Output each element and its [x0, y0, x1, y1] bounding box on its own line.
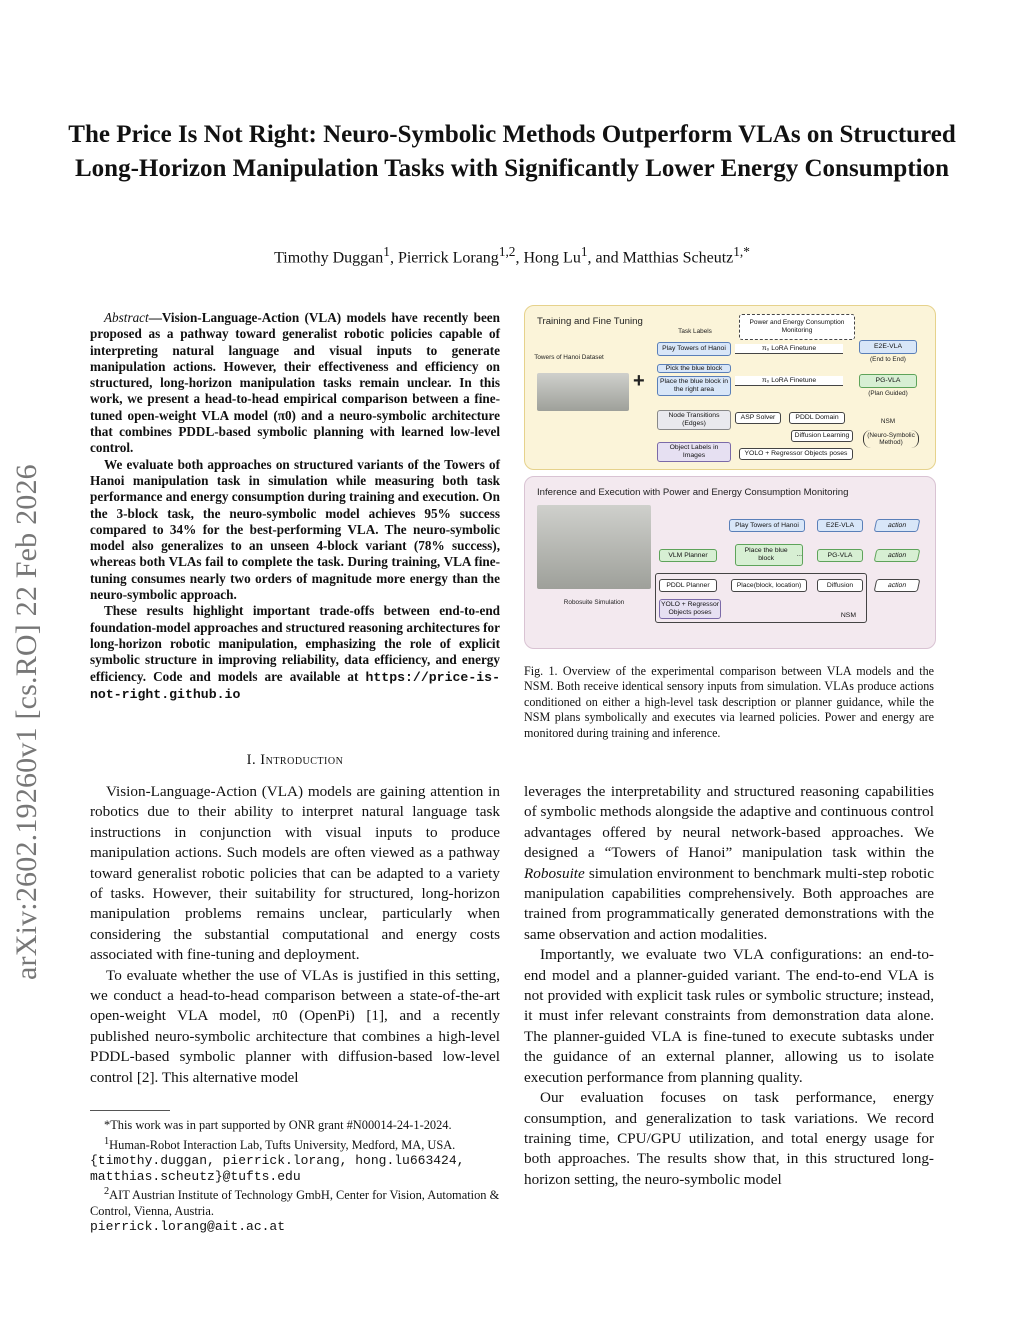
- action-output: action: [874, 519, 921, 532]
- email-address[interactable]: {timothy.duggan, pierrick.lorang, hong.lu663424, matthias.scheutz}@tufts.edu: [90, 1153, 465, 1184]
- task-label-place: Place the blue block in the right area: [657, 376, 731, 396]
- body-paragraph: Importantly, we evaluate two VLA configurations: an end-to-end model and a planner-guided variant. The end-to-end VLA is not provided with explicit task rules or symbolic structure; instead, it must infer relevant constraints from demonstration data alone. The planner-guided VLA is fine-tuned to execute subtasks under the guidance of an external planner, allowing us to isolate execution performance from planning quality.: [524, 946, 934, 1086]
- prompt-place-dots: ...: [796, 551, 802, 558]
- nsm-group: [655, 573, 867, 623]
- abstract-paragraph: Abstract—Vision-Language-Action (VLA) models have recently been proposed as a pathway toward generalist robotic policies capable of interpreting natural language and visual inputs to generate manipulation actions. However, their effectiveness and efficiency on structured, long-horizon manipulation tasks remain unclear. In this work, we present a head-to-head empirical comparison between a fine-tuned open-weight VLA model (π0) and a neuro-symbolic architecture that combines PDDL-based symbolic planning with learned low-level control.: [90, 310, 500, 456]
- footnote: $^1$Human-Robot Interaction Lab, Tufts University, Medford, MA, USA.: [104, 1135, 456, 1152]
- prompt-place: [735, 544, 803, 566]
- section-number: I.: [246, 752, 257, 768]
- panel-title: Training and Fine Tuning: [537, 316, 643, 327]
- author-name: Hong Lu: [523, 249, 581, 267]
- diffusion-learning: Diffusion Learning: [791, 430, 853, 442]
- figure-caption: Fig. 1. Overview of the experimental comparison between VLA models and the NSM. Both receive identical sensory inputs from simulation. VLAs produce actions conditioned on either a high-level task description or planner guidance, while the NSM plans symbolically and executes via learned policies. Power and energy are monitored during training and inference.: [524, 664, 934, 740]
- footnote-text: Human-Robot Interaction Lab, Tufts University, Medford, MA, USA.: [109, 1137, 456, 1152]
- project-url[interactable]: https://price-is-not-right.github.io: [90, 669, 500, 702]
- yolo-regressor-box: YOLO + Regressor Objects poses: [659, 599, 721, 619]
- task-label-node: Node Transitions (Edges): [657, 410, 731, 430]
- body-text: leverages the interpretability and structured reasoning capabilities of symbolic methods alongside the adaptive and continuous control advantages offered by neural network-based approaches. We designed a “Towers of Hanoi” manipulation task within the: [524, 783, 934, 862]
- asp-solver: ASP Solver: [735, 412, 781, 424]
- prompt-play: Play Towers of Hanoi: [729, 519, 805, 532]
- footnote-email[interactable]: [90, 1219, 500, 1235]
- footnote: *This work was in part supported by ONR grant #N00014-24-1-2024.: [104, 1118, 452, 1132]
- abstract-paragraph: [90, 603, 500, 703]
- inference-panel: [524, 476, 936, 649]
- footnote-email[interactable]: [90, 1153, 500, 1184]
- intro-right-column: [524, 782, 934, 1190]
- simulation-image: [537, 505, 651, 589]
- author-name: Matthias Scheutz: [622, 249, 734, 267]
- pddl-planner: PDDL Planner: [659, 579, 717, 592]
- lora-arrow-2: π₀ LoRA Finetune: [735, 376, 843, 386]
- nsm-group-label: NSM: [840, 612, 856, 619]
- lora-arrow-1: π₀ LoRA Finetune: [735, 344, 843, 354]
- author-affiliation: 1: [580, 244, 588, 259]
- emphasis: Robosuite: [524, 864, 585, 882]
- e2e-vla-model: E2E-VLA: [859, 340, 917, 354]
- author-list: Timothy Duggan$^1$, Pierrick Lorang$^{1,2}$, Hong Lu$^1$, and Matthias Scheutz$^{1,*}$: [274, 244, 750, 267]
- footnote-text: AIT Austrian Institute of Technology GmbH, Center for Vision, Automation & Control, Vienna, Austria.: [90, 1188, 500, 1218]
- dataset-label: Towers of Hanoi Dataset: [534, 354, 604, 361]
- diffusion-box: Diffusion: [817, 579, 863, 592]
- e2e-sublabel: (End to End): [870, 356, 906, 363]
- training-panel: [524, 305, 936, 470]
- email-address[interactable]: pierrick.lorang@ait.ac.at: [90, 1219, 286, 1235]
- body-text: simulation environment to benchmark multi-step robotic manipulation capabilities comprehensively. Both approaches are trained from programmatically generated demonstrations with the same observation and action modalities.: [524, 864, 934, 943]
- abstract-text: Vision-Language-Action (VLA) models have recently been proposed as a pathway toward generalist robotic policies capable of interpreting natural language and visual inputs to generate manipulation actions. However, their effectiveness and efficiency on structured, long-horizon manipulation tasks remain unclear. In this work, we present a head-to-head empirical comparison between a fine-tuned open-weight VLA model (π0) and a neuro-symbolic architecture that combines PDDL-based symbolic planning with learned low-level control.: [90, 310, 500, 456]
- section-title: Introduction: [260, 752, 344, 768]
- pg-vla-box: PG-VLA: [817, 549, 863, 562]
- body-paragraph: To evaluate whether the use of VLAs is justified in this setting, we conduct a head-to-head comparison between a state-of-the-art open-weight VLA model, π0 (OpenPi) [1], and a recently published neuro-symbolic architecture that combines a high-level PDDL-based symbolic planner with diffusion-based low-level control [2]. This alternative model: [90, 966, 500, 1086]
- footnote-rule: [90, 1110, 170, 1111]
- author-affiliation: 1,*: [733, 244, 750, 259]
- place-function: Place(block, location): [731, 579, 807, 592]
- abstract-label: Abstract: [104, 310, 149, 325]
- e2e-vla-box: E2E-VLA: [817, 519, 863, 532]
- footnote: $^2$AIT Austrian Institute of Technology GmbH, Center for Vision, Automation & Control, Vienna, Austria.: [90, 1186, 500, 1218]
- author-affiliation: 1,2: [498, 244, 516, 259]
- pddl-domain: PDDL Domain: [789, 412, 845, 424]
- intro-left-column: [90, 782, 500, 1088]
- section-heading: [90, 752, 500, 769]
- body-paragraph: Our evaluation focuses on task performance, energy consumption, and generalization to task variations. We record training time, CPU/GPU utilization, and total energy usage for both approaches. The results show that, in this structured long-horizon setting, the neuro-symbolic model: [524, 1089, 934, 1188]
- abstract-paragraph: We evaluate both approaches on structured variants of the Towers of Hanoi manipulation task in simulation while measuring both task performance and energy consumption during training and execution. On the 3-block task, the neuro-symbolic model achieves 95% success compared to 34% for the best-performing VLA. The neuro-symbolic model also generalizes to an unseen 4-block variant (78% success), whereas both VLAs fail to complete the task. During training, VLA fine-tuning consumes nearly two orders of magnitude more energy than the neuro-symbolic approach.: [90, 456, 500, 603]
- paper-title: The Price Is Not Right: Neuro-Symbolic Methods Outperform VLAs on Structured Long-Horizon Manipulation Tasks with Significantly Lower Energy Consumption: [68, 121, 956, 182]
- task-label-pick: Pick the blue block: [657, 364, 731, 373]
- nsm-label: NSM: [880, 418, 896, 425]
- figure-1: [524, 305, 934, 647]
- body-paragraph: Vision-Language-Action (VLA) models are gaining attention in robotics due to their ability to interpret natural language task instructions in conjunction with visual inputs to produce manipulation actions. Such models are often viewed as a pathway toward generalist robotic policies that can be adapted to a variety of tasks. However, their suitability for structured, long-horizon manipulation problems remains unclear, particularly when considering the substantial computational and energy costs associated with fine-tuning and deployment.: [90, 783, 500, 964]
- yolo-regressor: YOLO + Regressor Objects poses: [739, 448, 853, 460]
- body-paragraph: [524, 782, 934, 945]
- abstract-text: These results highlight important trade-offs between end-to-end foundation-model approaches and structured reasoning architectures for long-horizon robotic manipulation, emphasizing the role of explicit symbolic structure in improving reliability, data efficiency, and energy efficiency. Code and models are available at: [90, 603, 500, 684]
- arxiv-identifier: arXiv:2602.19260v1 [cs.RO] 22 Feb 2026: [10, 464, 43, 980]
- author-name: Timothy Duggan: [274, 249, 384, 267]
- plus-icon: +: [633, 370, 645, 392]
- footnotes: [90, 1118, 500, 1235]
- task-label-object: Object Labels in Images: [657, 442, 731, 462]
- abstract: [90, 310, 500, 703]
- prompt-place-text: Place the blue block: [744, 547, 788, 562]
- action-output: action: [874, 549, 921, 562]
- author-affiliation: 1: [383, 244, 390, 259]
- pg-vla-model: PG-VLA: [859, 374, 917, 388]
- simulation-label: Robosuite Simulation: [563, 599, 625, 606]
- author-name: Pierrick Lorang: [397, 249, 499, 267]
- power-monitor-box: Power and Energy Consumption Monitoring: [739, 314, 855, 340]
- dataset-image: [537, 373, 629, 411]
- task-labels-heading: Task Labels: [678, 328, 712, 335]
- task-label-play: Play Towers of Hanoi: [657, 342, 731, 356]
- pg-sublabel: (Plan Guided): [868, 390, 908, 397]
- action-output: action: [874, 579, 921, 592]
- vlm-planner: VLM Planner: [659, 549, 717, 562]
- nsm-sublabel: (Neuro-Symbolic Method): [863, 430, 919, 448]
- panel-title: Inference and Execution with Power and Energy Consumption Monitoring: [537, 487, 849, 498]
